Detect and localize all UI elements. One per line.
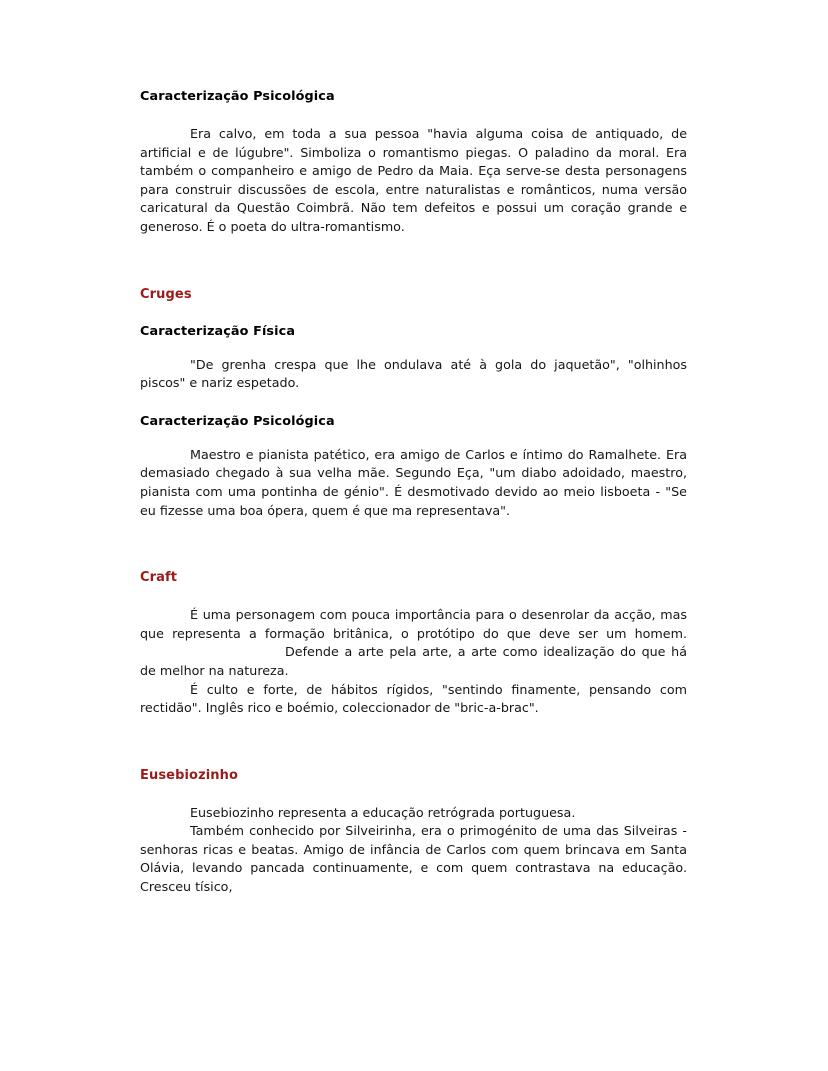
paragraph-carlos-psicologica: Era calvo, em toda a sua pessoa "havia alguma coisa de antiquado, de artificial e de lúgubre". Simboliza o romantismo piegas. O paladino da moral. Era também o companheiro e amigo de Pedro da Maia. Eça serve-se desta personagens para construir discussões de escola, entre naturalistas e românticos, numa versão caricatural da Questão Coimbrã. Não tem defeitos e possui um coração grande e generoso. É o poeta do ultra-romantismo. <box>140 126 687 234</box>
spacer <box>140 393 687 413</box>
document-content <box>140 88 687 897</box>
spacer <box>140 784 687 804</box>
heading-caracterizacao-psicologica-1: Caracterização Psicológica <box>140 89 335 104</box>
paragraph-craft-1-part-a: É uma personagem com pouca importância para o desenrolar da acção, mas que representa a formação britânica, o protótipo do que deve ser um homem. <box>140 607 687 641</box>
spacer <box>140 237 687 286</box>
heading-character-eusebiozinho: Eusebiozinho <box>140 767 239 783</box>
paragraph-eusebiozinho-2: Também conhecido por Silveirinha, era o primogénito de uma das Silveiras - senhoras ricas e beatas. Amigo de infância de Carlos com quem brincava em Santa Olávia, levando pancada continuamente, e com quem contrastava na educação. Cresceu tísico, <box>140 823 687 895</box>
spacer <box>140 520 687 569</box>
paragraph-cruges-fisica: "De grenha crespa que lhe ondulava até à gola do jaquetão", "olhinhos piscos" e nariz espetado. <box>140 356 687 391</box>
paragraph-craft-1 <box>140 606 687 680</box>
spacer <box>140 430 687 446</box>
paragraph-craft-2: É culto e forte, de hábitos rígidos, "sentindo finamente, pensando com rectidão". Inglês rico e boémio, coleccionador de "bric-a-brac". <box>140 681 687 716</box>
heading-character-cruges: Cruges <box>140 286 192 302</box>
paragraph-eusebiozinho-1: Eusebiozinho representa a educação retrógrada portuguesa. <box>190 804 576 820</box>
heading-caracterizacao-fisica-cruges: Caracterização Física <box>140 323 296 339</box>
heading-caracterizacao-psicologica-cruges: Caracterização Psicológica <box>140 413 335 429</box>
spacer <box>140 105 687 125</box>
spacer <box>140 340 687 356</box>
paragraph-craft-1-part-b: Defende a arte pela arte, a arte como idealização do que há de melhor na natureza. <box>140 644 687 678</box>
heading-character-craft: Craft <box>140 570 178 586</box>
spacer <box>140 718 687 767</box>
spacer <box>140 586 687 606</box>
paragraph-cruges-psicologica: Maestro e pianista patético, era amigo de Carlos e íntimo do Ramalhete. Era demasiado chegado à sua velha mãe. Segundo Eça, "um diabo adoidado, maestro, pianista com uma pontinha de génio". É desmotivado devido ao meio lisboeta - "Se eu fizesse uma boa ópera, quem é que ma representava". <box>140 446 687 518</box>
spacer <box>140 303 687 323</box>
